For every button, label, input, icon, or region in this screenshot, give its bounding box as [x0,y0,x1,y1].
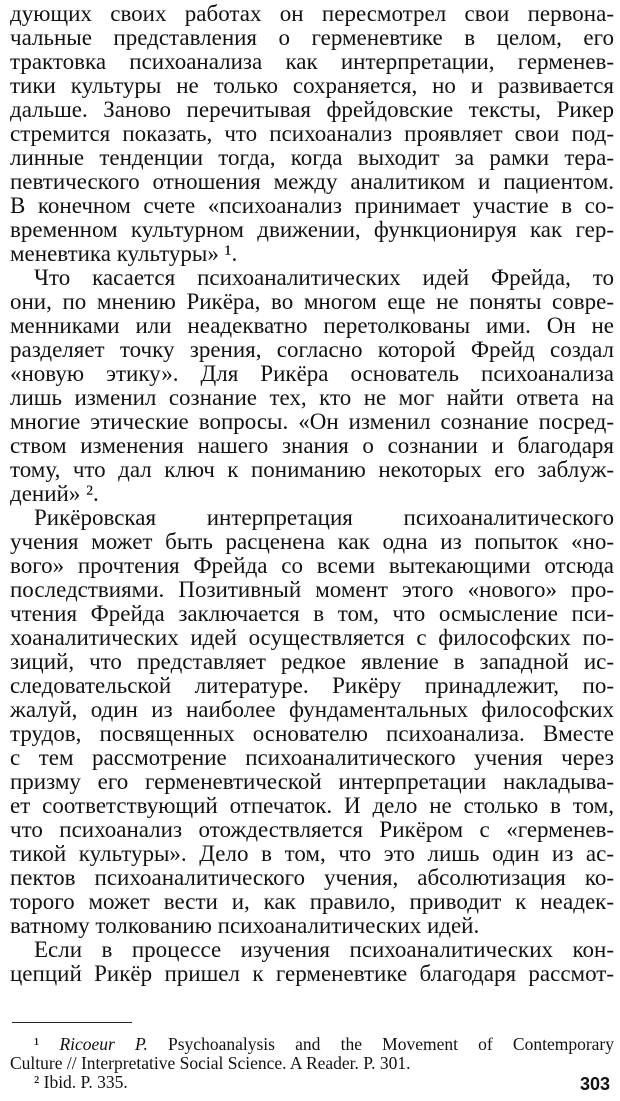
body-line: дальше. Заново перечитывая фрейдовские тексты, Рикер [10,97,614,122]
body-line: стремится показать, что психоанализ проявляет свои под- [10,121,614,146]
body-line: временном культурном движении, функционируя как гер- [10,217,614,242]
body-line: меневтика культуры» ¹. [10,241,238,266]
body-line: дений» ². [10,481,99,506]
body-line: хоаналитических идей осуществляется с философских по- [10,625,614,650]
footnote-1 [34,1034,614,1054]
body-line: они, по мнению Рикёра, во многом еще не поняты совре- [10,289,614,314]
body-line: Если в процессе изучения психоаналитических кон- [34,937,614,962]
body-line: тому, что дал ключ к пониманию некоторых его заблуж- [10,457,614,482]
footnote-1-title: Psychoanalysis and the Movement of Contemporary [168,1034,614,1054]
footnote-1-marker: ¹ [34,1034,40,1054]
body-line: чтения Фрейда заключается в том, что осмысление пси- [10,601,614,626]
footnote-1-continued: Culture // Interpretative Social Science. A Reader. P. 301. [10,1053,411,1073]
body-line: пектов психоаналитического учения, абсолютизация ко- [10,865,614,890]
footnote-divider [12,1022,132,1023]
body-line: ством изменения нашего знания о сознании и благодаря [10,433,614,458]
body-line: с тем рассмотрение психоаналитического учения через [10,745,614,770]
body-line: вого» прочтения Фрейда со всеми вытекающими отсюда [10,553,614,578]
body-line: последствиями. Позитивный момент этого «нового» про- [10,577,614,602]
body-line: зиций, что представляет редкое явление в западной ис- [10,649,614,674]
footnote-2: ² Ibid. P. 335. [34,1072,128,1092]
body-line: призму его герменевтической интерпретации накладыва- [10,769,614,794]
body-line: Рикёровская интерпретация психоаналитического [34,505,614,530]
body-line: трактовка психоанализа как интерпретации, герменев- [10,49,614,74]
body-line: торого может вести и, как правило, приводит к неадек- [10,889,614,914]
body-line: следовательской литературе. Рикёру принадлежит, по- [10,673,614,698]
body-line: многие этические вопросы. «Он изменил сознание посред- [10,409,614,434]
body-line: певтического отношения между аналитиком и пациентом. [10,169,614,194]
body-line: дующих своих работах он пересмотрел свои первона- [10,1,614,26]
body-line: ватному толкованию психоаналитических идей. [10,913,480,938]
body-line: учения может быть расценена как одна из попыток «но- [10,529,614,554]
body-line: лишь изменил сознание тех, кто не мог найти ответа на [10,385,614,410]
body-line: тикой культуры». Дело в том, что это лишь один из ас- [10,841,614,866]
body-line: менниками или неадекватно перетолкованы ими. Он не [10,313,614,338]
body-line: линные тенденции тогда, когда выходит за рамки тера- [10,145,614,170]
body-line: В конечном счете «психоанализ принимает участие в со- [10,193,614,218]
body-line: Что касается психоаналитических идей Фрейда, то [34,265,614,290]
body-line: «новую этику». Для Рикёра основатель психоанализа [10,361,614,386]
page-number: 303 [579,1074,610,1094]
body-line: жалуй, один из наиболее фундаментальных философских [10,697,614,722]
body-line: тики культуры не только сохраняется, но и развивается [10,73,614,98]
body-line: разделяет точку зрения, согласно которой Фрейд создал [10,337,614,362]
body-line: трудов, посвященных основателю психоанализа. Вместе [10,721,614,746]
body-line: цепций Рикёр пришел к герменевтике благодаря рассмот- [10,961,614,986]
body-line: чальные представления о герменевтике в целом, его [10,25,614,50]
body-line: что психоанализ отождествляется Рикёром с «герменев- [10,817,614,842]
footnote-1-author: Ricoeur P. [59,1034,148,1054]
body-line: ет соответствующий отпечаток. И дело не столько в том, [10,793,614,818]
